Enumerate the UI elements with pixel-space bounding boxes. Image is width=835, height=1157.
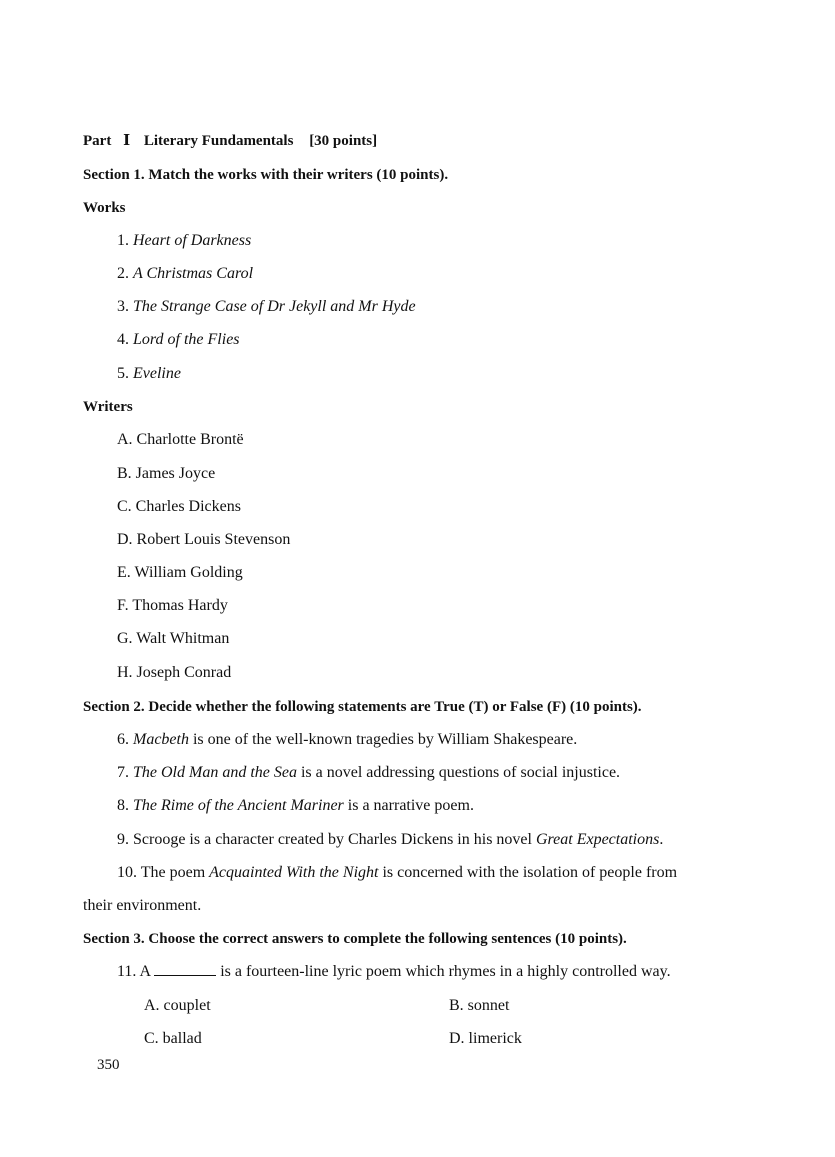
writer-item: D. Robert Louis Stevenson <box>117 531 291 548</box>
work-title: A Christmas Carol <box>133 265 254 282</box>
statement-title: The Rime of the Ancient Mariner <box>133 797 344 814</box>
statement-text: The poem <box>140 864 210 881</box>
works-heading: Works <box>83 200 126 216</box>
work-item <box>117 364 181 384</box>
statement-text: Scrooge is a character created by Charles Dickens in his novel <box>133 831 536 848</box>
section1-heading: Section 1. Match the works with their writers (10 points). <box>83 167 449 183</box>
writer-item: G. Walt Whitman <box>117 630 230 647</box>
statement-number: 10. <box>117 864 137 881</box>
work-number: 1. <box>117 232 129 249</box>
part-label: Part <box>83 133 112 149</box>
section3-heading: Section 3. Choose the correct answers to complete the following sentences (10 points). <box>83 931 627 947</box>
statement-item <box>117 863 677 883</box>
statement-number: 7. <box>117 764 129 781</box>
work-title: The Strange Case of Dr Jekyll and Mr Hyde <box>133 298 416 315</box>
writer-item: H. Joseph Conrad <box>117 664 232 681</box>
statement-title: The Old Man and the Sea <box>133 764 297 781</box>
statement-number: 9. <box>117 831 129 848</box>
statement-continuation: their environment. <box>83 897 202 914</box>
work-title: Eveline <box>133 365 181 382</box>
question-11 <box>117 962 671 982</box>
work-item <box>117 264 253 284</box>
answer-blank[interactable] <box>154 962 216 976</box>
question-text-start: A <box>139 963 151 980</box>
statement-item <box>117 830 663 850</box>
option-a[interactable]: A. couplet <box>144 997 211 1014</box>
statement-text: is a narrative poem. <box>343 797 474 814</box>
writer-item: F. Thomas Hardy <box>117 597 228 614</box>
statement-text-end: is concerned with the isolation of people from <box>378 864 678 881</box>
work-number: 3. <box>117 298 129 315</box>
part-title: Literary Fundamentals <box>143 133 294 149</box>
statement-text-end: . <box>659 831 664 848</box>
work-number: 4. <box>117 331 129 348</box>
work-item <box>117 297 416 317</box>
writer-item: E. William Golding <box>117 564 243 581</box>
work-number: 5. <box>117 365 129 382</box>
question-number: 11. <box>117 963 137 980</box>
work-item <box>117 231 251 251</box>
statement-item <box>117 796 474 816</box>
writer-item: B. James Joyce <box>117 465 216 482</box>
statement-item <box>117 730 577 750</box>
statement-item <box>117 763 620 783</box>
work-title: Heart of Darkness <box>133 232 252 249</box>
option-d[interactable]: D. limerick <box>449 1030 522 1047</box>
writers-heading: Writers <box>83 399 133 415</box>
writer-item: A. Charlotte Brontë <box>117 431 244 448</box>
question-text-end: is a fourteen-line lyric poem which rhymes in a highly controlled way. <box>220 963 671 980</box>
page-number: 350 <box>97 1057 120 1073</box>
statement-title: Macbeth <box>133 731 189 748</box>
work-item <box>117 330 240 350</box>
section2-heading: Section 2. Decide whether the following statements are True (T) or False (F) (10 points). <box>83 699 642 715</box>
option-b[interactable]: B. sonnet <box>449 997 510 1014</box>
statement-number: 6. <box>117 731 129 748</box>
statement-text: is one of the well-known tragedies by William Shakespeare. <box>188 731 578 748</box>
part-numeral: Ⅰ <box>123 133 131 149</box>
statement-title: Great Expectations <box>535 831 660 848</box>
statement-text: is a novel addressing questions of social injustice. <box>296 764 621 781</box>
part-heading <box>83 131 377 151</box>
statement-number: 8. <box>117 797 129 814</box>
writer-item: C. Charles Dickens <box>117 498 241 515</box>
part-points: [30 points] <box>309 133 378 149</box>
option-c[interactable]: C. ballad <box>144 1030 202 1047</box>
work-number: 2. <box>117 265 129 282</box>
work-title: Lord of the Flies <box>133 331 240 348</box>
statement-title: Acquainted With the Night <box>209 864 379 881</box>
